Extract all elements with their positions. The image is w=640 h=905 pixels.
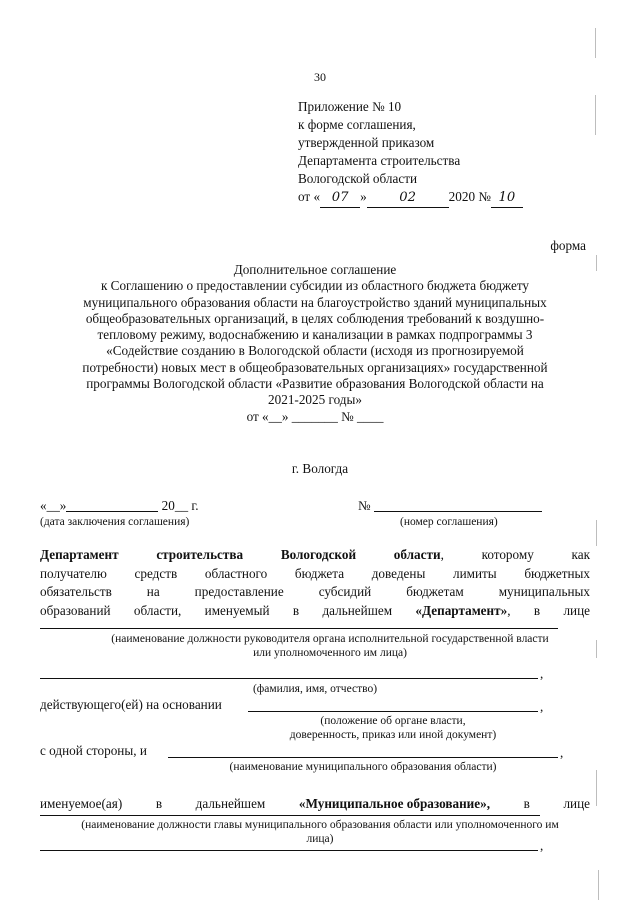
title-line-4: общеобразовательных организаций, в целях соблюдения требований к воздушно- xyxy=(85,310,545,326)
title-line-1: Дополнительное соглашение xyxy=(233,262,397,277)
municipality-caption: (наименование муниципального образования области) xyxy=(229,761,497,773)
date-year: 2020 № xyxy=(448,189,491,204)
head-position-caption: (наименование должности руководителя органа исполнительной государственной власти или уполномоченного им лица) xyxy=(111,633,549,659)
comma: , xyxy=(540,699,544,714)
acting-basis-blank[interactable] xyxy=(248,711,538,712)
scan-edge-mark xyxy=(596,640,597,658)
appendix-date-line xyxy=(298,188,523,208)
comma: , xyxy=(560,745,564,760)
fio-caption: (фамилия, имя, отчество) xyxy=(252,683,378,695)
handwritten-month: 02 xyxy=(367,189,449,208)
head-position-blank[interactable] xyxy=(40,628,558,629)
title-line-2: к Соглашению о предоставлении субсидии из областного бюджета бюджету xyxy=(100,278,530,294)
date-prefix: от « xyxy=(298,189,321,204)
title-line-10: от «__» _______ № ____ xyxy=(246,408,384,424)
number-caption: (номер соглашения) xyxy=(400,516,498,528)
appendix-line-3: утвержденной приказом xyxy=(298,135,435,150)
document-title xyxy=(40,262,590,425)
date-mid: » xyxy=(360,189,367,204)
date-caption: (дата заключения соглашения) xyxy=(40,516,190,528)
appendix-line-2: к форме соглашения, xyxy=(298,117,416,132)
municipality-alias: «Муниципальное образование», xyxy=(298,796,491,811)
appendix-line-5: Вологодской области xyxy=(298,171,418,186)
title-line-9: 2021-2025 годы» xyxy=(268,392,362,408)
form-label: форма xyxy=(550,238,586,253)
department-name: Департамент строительства Вологодской области xyxy=(40,547,441,562)
title-line-5: тепловому режиму, водоснабжению и канализации в рамках подпрограммы 3 xyxy=(97,327,533,343)
appendix-header xyxy=(298,98,523,208)
appendix-line-1: Приложение № 10 xyxy=(298,99,402,114)
title-line-6: «Содействие созданию в Вологодской области (исходя из прогнозируемой xyxy=(106,343,524,359)
intro-line-3: обязательств на предоставление субсидий бюджетам муниципальных xyxy=(40,584,590,599)
intro-line-1: Департамент строительства Вологодской области, которому как xyxy=(40,547,591,562)
number-label: № xyxy=(358,498,371,513)
one-side-label: с одной стороны, и xyxy=(40,743,147,758)
city: г. Вологда xyxy=(291,461,349,476)
acting-basis-label: действующего(ей) на основании xyxy=(40,697,222,712)
handwritten-order-number: 10 xyxy=(491,189,523,208)
comma: , xyxy=(540,666,544,681)
municipality-alias-line: именуемое(ая) в дальнейшем «Муниципальное образование», в лице xyxy=(40,796,590,811)
scan-edge-mark xyxy=(596,520,597,546)
handwritten-day: 07 xyxy=(320,189,360,208)
scan-edge-mark xyxy=(595,28,596,58)
scan-edge-mark xyxy=(596,770,597,806)
munic-head-fio-blank[interactable] xyxy=(40,850,538,851)
title-line-3: муниципального образования области на благоустройство зданий муниципальных xyxy=(83,294,547,310)
intro-line-2: получателю средств областного бюджета доведены лимиты бюджетных xyxy=(40,565,590,581)
agreement-date-field[interactable] xyxy=(40,498,199,514)
fio-blank[interactable] xyxy=(40,678,538,679)
agreement-number-field[interactable] xyxy=(358,498,542,514)
department-alias: «Департамент» xyxy=(415,602,508,618)
scan-edge-mark xyxy=(598,870,599,900)
title-line-8: программы Вологодской области «Развитие образования Вологодской области на xyxy=(86,376,544,392)
intro-paragraph xyxy=(40,546,590,620)
scan-edge-mark xyxy=(596,255,597,271)
municipality-blank[interactable] xyxy=(168,757,558,758)
title-line-7: потребности) новых мест в общеобразовательных организациях» государственной xyxy=(82,359,548,375)
appendix-line-4: Департамента строительства xyxy=(298,153,461,168)
page-number: 30 xyxy=(314,70,326,84)
date-year-blank: 20__ г. xyxy=(161,498,199,513)
munic-head-caption: (наименование должности главы муниципального образования области или уполномоченного им лица) xyxy=(81,819,559,845)
intro-line-4: образований области, именуемый в дальнейшем «Департамент», в лице xyxy=(40,602,590,618)
date-open: «__» xyxy=(40,498,67,513)
comma: , xyxy=(540,838,544,853)
date-blank[interactable] xyxy=(66,499,158,512)
basis-caption: (положение об органе власти, доверенность, приказ или иной документ) xyxy=(289,715,497,741)
scan-edge-mark xyxy=(595,95,596,135)
munic-head-position-blank[interactable] xyxy=(40,815,540,816)
number-blank[interactable] xyxy=(374,499,542,512)
